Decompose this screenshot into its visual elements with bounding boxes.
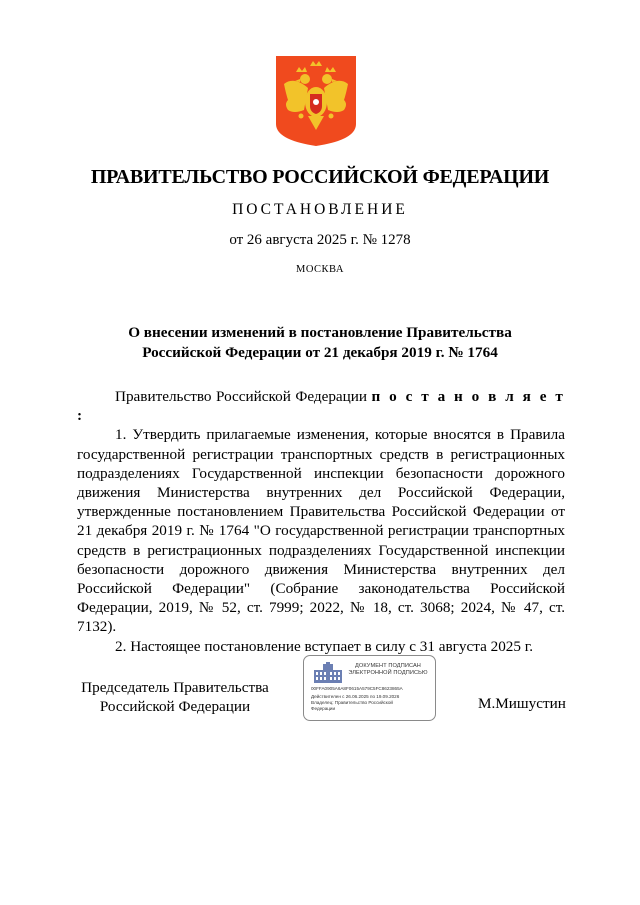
stamp-title-line-1: ДОКУМЕНТ ПОДПИСАН: [355, 663, 421, 669]
decree-item-2: 2. Настоящее постановление вступает в силу с 31 августа 2025 г.: [115, 637, 534, 655]
stamp-title-line-2: ЭЛЕКТРОННОЙ ПОДПИСЬЮ: [348, 670, 428, 677]
decree-word: п о с т а н о в л я е т :: [77, 388, 565, 425]
subject-line-2: Российской Федерации от 21 декабря 2019 г. № 1764: [142, 344, 498, 361]
position-line-1: Председатель Правительства: [81, 679, 269, 696]
signatory-name: М.Мишустин: [478, 695, 566, 712]
signatory-position: [70, 678, 280, 716]
document-type: ПОСТАНОВЛЕНИЕ: [232, 201, 408, 218]
stamp-title: [344, 663, 432, 677]
decree-intro: [77, 387, 565, 425]
decree-item-1: 1. Утвердить прилагаемые изменения, которые вносятся в Правила государственной регистрации транспортных средств в регистрационных подразделениях Государственной инспекции безопасности дорожного движения Министерства внутренних дел Российской Федерации, утвержденные постановлением Правительства Российской Федерации от 21 декабря 2019 г. № 1764 "О государственной регистрации транспортных средств в регистрационных подразделениях Государственной инспекции безопасности дорожного движения Министерства внутренних дел Российской Федерации" (Собрание законодательства Российской Федерации, 2019, № 52, ст. 7999; 2022, № 18, ст. 3068; 2024, № 47, ст. 7132).: [77, 426, 565, 636]
electronic-signature-stamp: [303, 655, 436, 721]
document-body: [77, 387, 565, 656]
stamp-certificate: 00FFA0905A6A8F0615A579C5FC8623865A: [311, 686, 403, 691]
government-title: ПРАВИТЕЛЬСТВО РОССИЙСКОЙ ФЕДЕРАЦИИ: [90, 166, 550, 188]
government-building-icon: [313, 662, 343, 684]
document-subject: [60, 323, 580, 363]
stamp-owner-line-1: Владелец: Правительство Российской: [311, 700, 393, 705]
stamp-owner-line-2: Федерации: [311, 706, 336, 711]
stamp-validity: Действителен с 26.06.2025 по 19.09.2026: [311, 694, 400, 699]
document-city: МОСКВА: [296, 264, 344, 275]
position-line-2: Российской Федерации: [99, 698, 251, 715]
coat-of-arms-emblem: [274, 54, 358, 148]
document-date-number: от 26 августа 2025 г. № 1278: [229, 232, 411, 248]
intro-text: Правительство Российской Федерации: [115, 388, 372, 405]
subject-line-1: О внесении изменений в постановление Правительства: [128, 324, 512, 341]
